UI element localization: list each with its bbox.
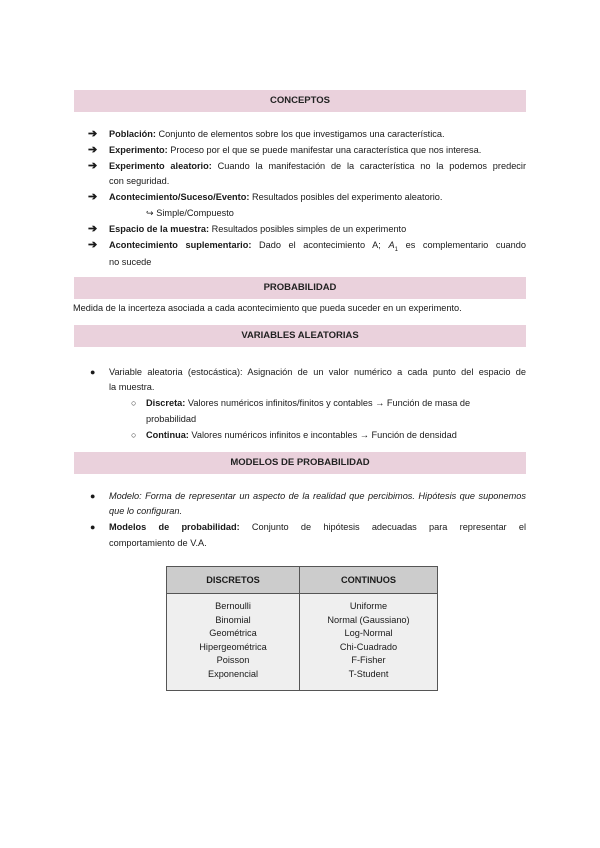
bullet-icon: ● — [90, 522, 96, 532]
concept-poblacion: Población: Conjunto de elementos sobre los que investigamos una característica. — [109, 129, 445, 139]
modelos-probabilidad-cont: comportamiento de V.A. — [109, 538, 207, 548]
modelo-definition-cont: que lo configuran. — [109, 506, 183, 516]
list-item: Geométrica — [209, 628, 257, 638]
list-item: Uniforme — [349, 601, 388, 611]
arrow-icon: ➔ — [88, 191, 98, 203]
section-header-variables-aleatorias: VARIABLES ALEATORIAS — [74, 325, 526, 347]
bullet-icon: ● — [90, 367, 96, 377]
models-table — [166, 566, 438, 691]
arrow-icon: ➔ — [88, 144, 98, 156]
section-header-modelos: MODELOS DE PROBABILIDAD — [74, 452, 526, 474]
arrow-icon: ➔ — [88, 239, 98, 251]
circle-bullet-icon: ○ — [131, 430, 137, 440]
variable-aleatoria-cont: la muestra. — [109, 382, 155, 392]
section-header-probabilidad: PROBABILIDAD — [74, 277, 526, 299]
modelo-definition: Modelo: Forma de representar un aspecto de la realidad que percibimos. Hipótesis que suponemos — [109, 491, 526, 501]
concept-acontecimiento: Acontecimiento/Suceso/Evento: Resultados posibles del experimento aleatorio. — [109, 192, 443, 202]
concept-experimento: Experimento: Proceso por el que se puede manifestar una característica que nos interesa. — [109, 145, 482, 155]
modelos-probabilidad-definition: Modelos de probabilidad: Conjunto de hipótesis adecuadas para representar el — [109, 522, 526, 532]
variable-aleatoria-definition: Variable aleatoria (estocástica): Asignación de un valor numérico a cada punto del espacio de — [109, 367, 526, 377]
section-header-conceptos: CONCEPTOS — [74, 90, 526, 112]
list-item: Poisson — [216, 655, 250, 665]
list-item: Log-Normal — [344, 628, 393, 638]
concept-suplementario-cont: no sucede — [109, 257, 152, 267]
arrow-icon: ➔ — [88, 223, 98, 235]
concept-acontecimiento-suplementario: Acontecimiento suplementario: Dado el acontecimiento A; $A_1$ es complementario cuando — [109, 240, 526, 253]
list-item: Hipergeométrica — [199, 641, 267, 652]
arrow-icon: ➔ — [88, 160, 98, 172]
arrow-icon: ➔ — [88, 128, 98, 140]
variable-discreta-cont: probabilidad — [146, 414, 197, 424]
probabilidad-definition: Medida de la incerteza asociada a cada acontecimiento que pueda suceder en un experimento. — [73, 303, 462, 313]
table-header-discretos: DISCRETOS — [167, 567, 300, 594]
list-item: Exponencial — [207, 668, 259, 679]
concept-espacio-muestra: Espacio de la muestra: Resultados posibles simples de un experimento — [109, 224, 407, 234]
list-item: F-Fisher — [351, 655, 386, 665]
concept-experimento-aleatorio-cont: con seguridad. — [109, 176, 170, 186]
circle-bullet-icon: ○ — [131, 398, 137, 408]
list-item: Chi-Cuadrado — [339, 641, 398, 652]
list-item: T-Student — [348, 668, 389, 679]
list-item: Normal (Gaussiano) — [327, 614, 410, 625]
variable-discreta: Discreta: Valores numéricos infinitos/finitos y contables → Función de masa de — [146, 398, 471, 408]
concept-experimento-aleatorio: Experimento aleatorio: Cuando la manifestación de la característica no la podemos predecir — [109, 161, 527, 171]
continuos-list — [300, 594, 438, 691]
table-header-continuos: CONTINUOS — [300, 567, 438, 594]
list-item: Bernoulli — [215, 601, 251, 611]
bullet-icon: ● — [90, 491, 96, 501]
concept-simple-compuesto: ↪ Simple/Compuesto — [146, 208, 234, 218]
variable-continua: Continua: Valores numéricos infinitos e incontables → Función de densidad — [146, 430, 457, 440]
list-item: Binomial — [215, 614, 251, 625]
discretos-list — [167, 594, 300, 691]
